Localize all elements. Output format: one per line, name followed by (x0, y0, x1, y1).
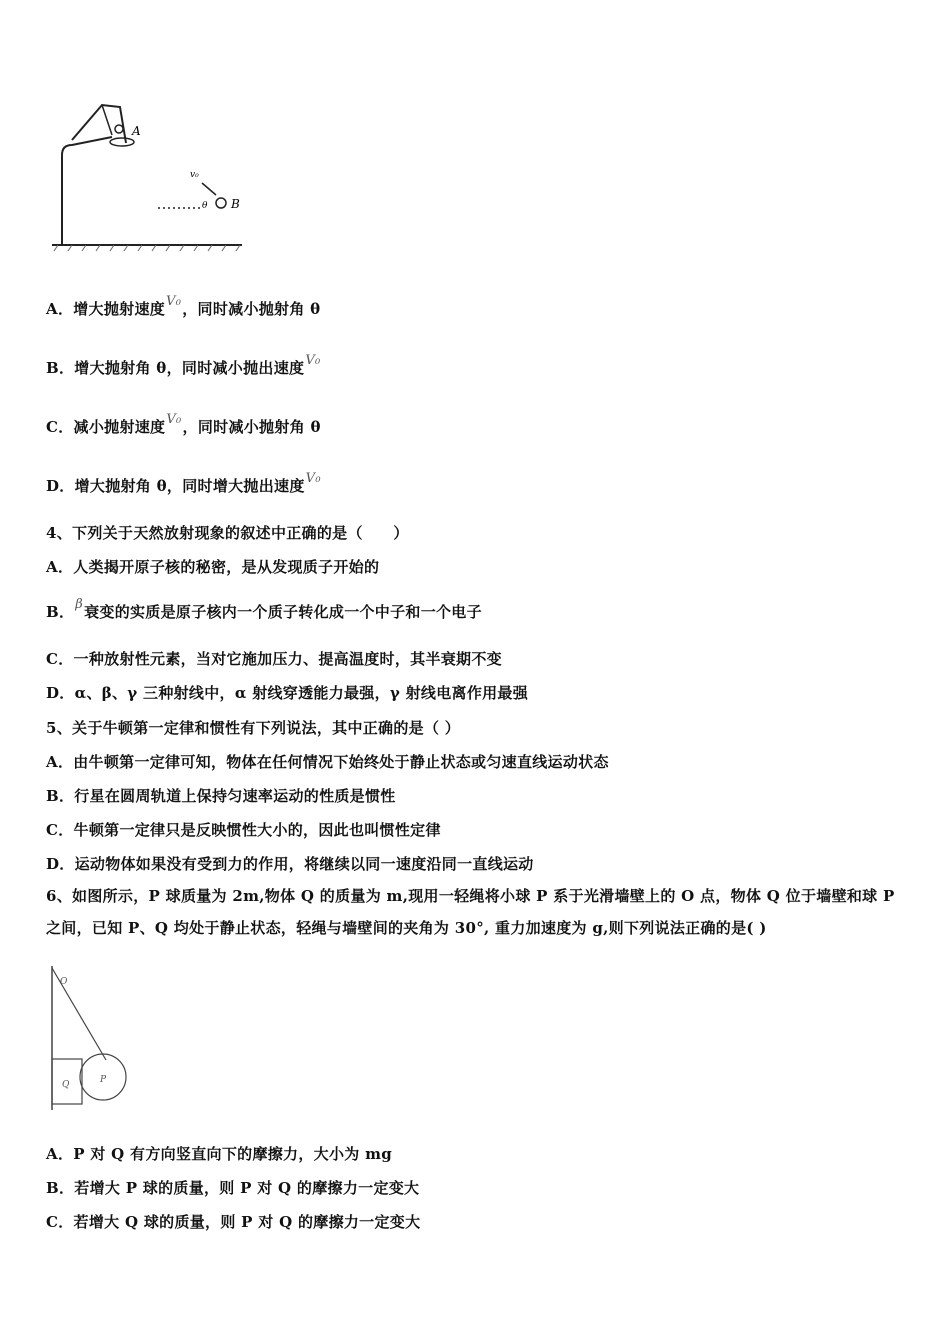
velocity-arrow (202, 183, 216, 195)
basketball-figure (50, 95, 250, 260)
label-q: Q (62, 1080, 70, 1090)
wall-ball-figure (40, 962, 140, 1114)
label-b: B (231, 197, 240, 211)
q4-option-c: C．一种放射性元素，当对它施加压力、提高温度时，其半衰期不变 (46, 650, 502, 668)
label-p: P (100, 1075, 107, 1085)
label-v0: v₀ (190, 170, 199, 180)
label-a: A (132, 124, 141, 138)
q6-option-b: B．若增大 P 球的质量，则 P 对 Q 的摩擦力一定变大 (46, 1179, 420, 1197)
label-o: O (60, 977, 68, 987)
q4-option-b: B．β衰变的实质是原子核内一个质子转化成一个中子和一个电子 (46, 597, 482, 621)
q5-option-a: A．由牛顿第一定律可知，物体在任何情况下始终处于静止状态或匀速直线运动状态 (46, 753, 609, 771)
q6-option-c: C．若增大 Q 球的质量，则 P 对 Q 的摩擦力一定变大 (46, 1213, 421, 1231)
hoop-pole (62, 137, 112, 245)
ball-a (115, 125, 123, 133)
ball-b (216, 198, 226, 208)
hoop-rim (110, 138, 134, 146)
q5-option-d: D．运动物体如果没有受到力的作用，将继续以同一速度沿同一直线运动 (46, 855, 534, 873)
q3-option-c: C．减小抛射速度V₀，同时减小抛射角 θ (46, 412, 321, 436)
q5-option-c: C．牛顿第一定律只是反映惯性大小的，因此也叫惯性定律 (46, 821, 441, 839)
q4-option-d: D．α、β、γ 三种射线中，α 射线穿透能力最强，γ 射线电离作用最强 (46, 684, 529, 702)
q6-option-a: A．P 对 Q 有方向竖直向下的摩擦力，大小为 mg (46, 1145, 393, 1163)
q5-stem: 5、关于牛顿第一定律和惯性有下列说法，其中正确的是（ ） (46, 719, 461, 737)
q6-stem: 6、如图所示，P 球质量为 2m,物体 Q 的质量为 m,现用一轻绳将小球 P 系于光滑墙壁上的 O 点，物体 Q 位于墙壁和球 P 之间，已知 P、Q 均处于静止状态，轻绳与墙壁间的夹角为 30°, 重力加速度为 g,则下列说法正确的是( ) (46, 887, 895, 937)
backboard (72, 105, 126, 143)
q3-option-d: D．增大抛射角 θ，同时增大抛出速度V₀ (46, 471, 321, 495)
q3-option-a: A．增大抛射速度V₀，同时减小抛射角 θ (46, 294, 321, 318)
label-theta: θ (202, 201, 208, 211)
q3-option-b: B．增大抛射角 θ，同时减小抛出速度V₀ (46, 353, 321, 377)
q4-option-a: A．人类揭开原子核的秘密，是从发现质子开始的 (46, 558, 380, 576)
q5-option-b: B．行星在圆周轨道上保持匀速率运动的性质是惯性 (46, 787, 396, 805)
q4-stem: 4、下列关于天然放射现象的叙述中正确的是（ ） (46, 524, 409, 542)
